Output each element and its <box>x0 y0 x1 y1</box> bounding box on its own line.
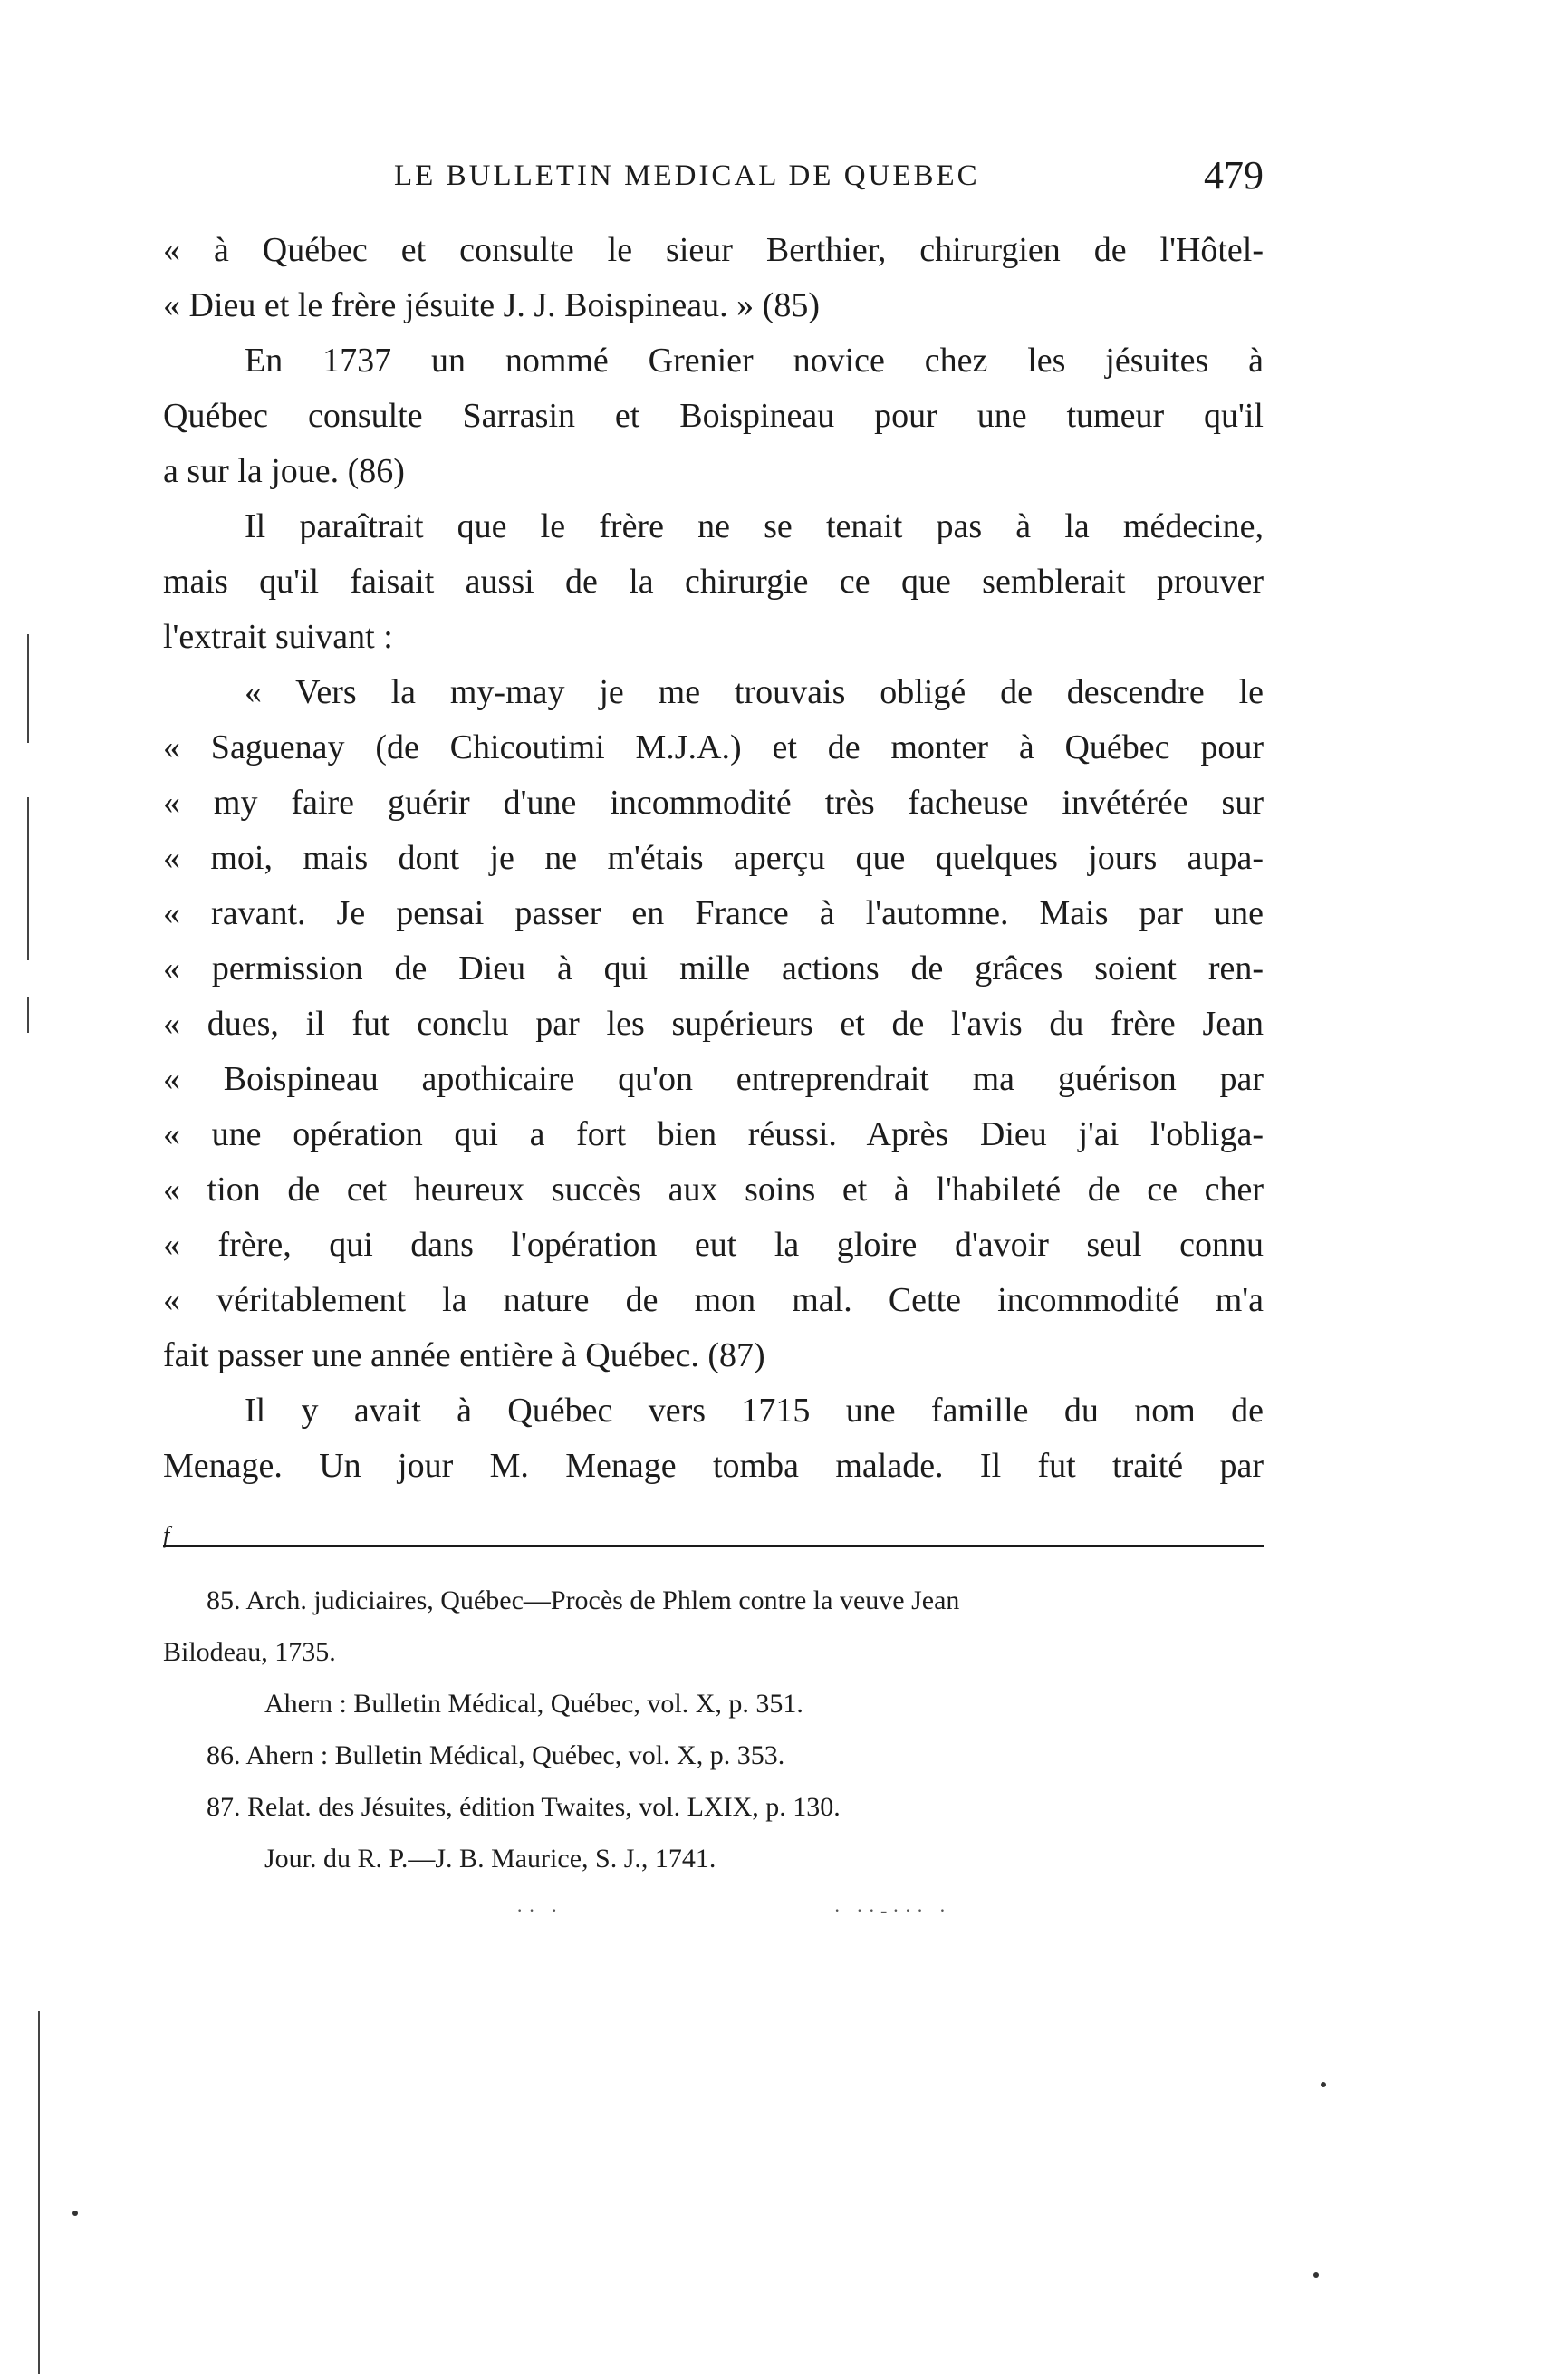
text-line: a sur la joue. (86) <box>163 452 405 490</box>
scan-speck <box>1321 2082 1326 2087</box>
scan-edge-mark <box>27 634 29 743</box>
scan-noise-ornament: ·· · · ··-··· · <box>516 1899 952 1922</box>
quote-line: « Boispineau apothicaire qu'on entreprendrait ma guérison par <box>163 1060 1264 1098</box>
text-line: Il y avait à Québec vers 1715 une famille du nom de <box>245 1392 1264 1430</box>
text-line: l'extrait suivant : <box>163 618 393 656</box>
quote-line: « frère, qui dans l'opération eut la gloire d'avoir seul connu <box>163 1226 1264 1264</box>
text-line: Il paraîtrait que le frère ne se tenait pas à la médecine, <box>245 507 1264 545</box>
quote-line: « permission de Dieu à qui mille actions de grâces soient ren- <box>163 949 1264 988</box>
scan-edge-mark <box>38 2011 40 2374</box>
text-line: Québec consulte Sarrasin et Boispineau pour une tumeur qu'il <box>163 397 1264 435</box>
quote-line: « tion de cet heureux succès aux soins et à l'habileté de ce cher <box>163 1171 1264 1209</box>
scan-speck <box>1313 2272 1319 2278</box>
text-line: En 1737 un nommé Grenier novice chez les jésuites à <box>245 342 1264 380</box>
scan-edge-mark <box>27 997 29 1033</box>
footnote-divider <box>163 1545 1264 1547</box>
text-line: fait passer une année entière à Québec. (87) <box>163 1336 765 1374</box>
page-number: 479 <box>1204 153 1264 198</box>
quote-line: « Vers la my-may je me trouvais obligé de descendre le <box>245 673 1264 711</box>
scan-speck <box>72 2211 78 2216</box>
quote-line: « dues, il fut conclu par les supérieurs et de l'avis du frère Jean <box>163 1005 1264 1043</box>
footnote-line: Bilodeau, 1735. <box>163 1637 336 1667</box>
quote-line: « véritablement la nature de mon mal. Cette incommodité m'a <box>163 1281 1264 1319</box>
text-line: « à Québec et consulte le sieur Berthier, chirurgien de l'Hôtel- <box>163 231 1264 269</box>
scan-edge-mark <box>27 797 29 960</box>
footnote-line: Jour. du R. P.—J. B. Maurice, S. J., 1741. <box>264 1844 716 1874</box>
quote-line: « une opération qui a fort bien réussi. Après Dieu j'ai l'obliga- <box>163 1115 1264 1153</box>
quote-line: « moi, mais dont je ne m'étais aperçu que quelques jours aupa- <box>163 839 1264 877</box>
text-line: « Dieu et le frère jésuite J. J. Boispineau. » (85) <box>163 286 820 324</box>
footnote-line: 87. Relat. des Jésuites, édition Twaites, vol. LXIX, p. 130. <box>207 1792 841 1822</box>
footnote-line: 86. Ahern : Bulletin Médical, Québec, vol. X, p. 353. <box>207 1740 785 1770</box>
page-header <box>163 152 1264 207</box>
text-line: mais qu'il faisait aussi de la chirurgie ce que semblerait prouver <box>163 563 1264 601</box>
running-title: LE BULLETIN MEDICAL DE QUEBEC <box>394 159 980 192</box>
quote-line: « ravant. Je pensai passer en France à l'automne. Mais par une <box>163 894 1264 932</box>
quote-line: « Saguenay (de Chicoutimi M.J.A.) et de monter à Québec pour <box>163 728 1264 766</box>
body-text <box>163 223 1264 1494</box>
quote-line: « my faire guérir d'une incommodité très facheuse invétérée sur <box>163 784 1264 822</box>
footnote-line: Ahern : Bulletin Médical, Québec, vol. X, p. 351. <box>264 1689 803 1719</box>
rule-marker: f <box>163 1522 170 1548</box>
text-line: Menage. Un jour M. Menage tomba malade. Il fut traité par <box>163 1447 1264 1485</box>
footnotes <box>163 1575 1264 1884</box>
footnote-line: 85. Arch. judiciaires, Québec—Procès de Phlem contre la veuve Jean <box>207 1585 960 1615</box>
